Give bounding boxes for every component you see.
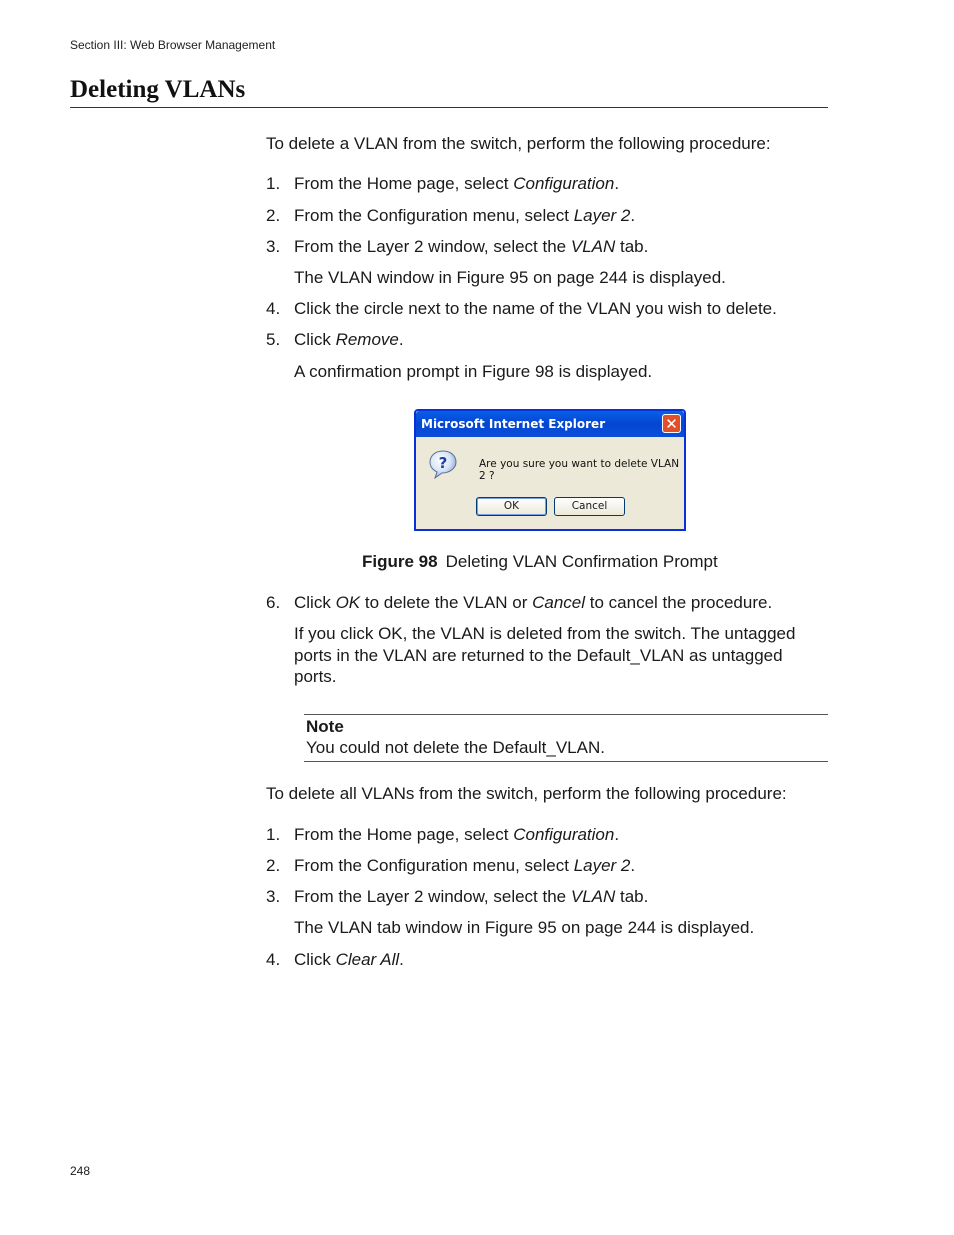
step-b1: 1. From the Home page, select Configuration. — [266, 825, 620, 844]
step-b3: 3. From the Layer 2 window, select the VLAN tab. — [266, 887, 649, 906]
step-b2: 2. From the Configuration menu, select Layer 2. — [266, 856, 636, 875]
step-1: 1. From the Home page, select Configuration. — [266, 174, 620, 193]
page-header: Section III: Web Browser Management — [70, 38, 276, 52]
ok-button[interactable]: OK — [476, 497, 547, 516]
page-number: 248 — [70, 1164, 91, 1178]
step-6: 6. Click OK to delete the VLAN or Cancel to cancel the procedure. — [266, 593, 773, 612]
intro-paragraph-2: To delete all VLANs from the switch, perform the following procedure: — [266, 784, 787, 803]
question-icon — [428, 449, 458, 479]
step-5: 5. Click Remove. — [266, 330, 404, 349]
close-icon[interactable]: ✕ — [662, 414, 681, 433]
step-5-result: A confirmation prompt in Figure 98 is displayed. — [294, 362, 653, 381]
step-b3-result: The VLAN tab window in Figure 95 on page 244 is displayed. — [294, 918, 755, 937]
note-text: You could not delete the Default_VLAN. — [306, 738, 605, 757]
step-3-result: The VLAN window in Figure 95 on page 244 is displayed. — [294, 268, 726, 287]
section-title: Deleting VLANs — [70, 76, 828, 108]
note-title: Note — [306, 717, 344, 736]
dialog-message: Are you sure you want to delete VLAN 2 ? — [479, 458, 680, 482]
step-b4: 4. Click Clear All. — [266, 950, 404, 969]
dialog-titlebar — [416, 411, 684, 437]
cancel-button[interactable]: Cancel — [554, 497, 625, 516]
intro-paragraph: To delete a VLAN from the switch, perform the following procedure: — [266, 134, 771, 153]
svg-text:?: ? — [438, 454, 448, 472]
figure-caption: Figure 98 Deleting VLAN Confirmation Prompt — [362, 552, 718, 571]
step-4: 4. Click the circle next to the name of the VLAN you wish to delete. — [266, 299, 777, 318]
step-3: 3. From the Layer 2 window, select the VLAN tab. — [266, 237, 649, 256]
note-box — [304, 714, 828, 762]
step-2: 2. From the Configuration menu, select Layer 2. — [266, 206, 636, 225]
dialog-title: Microsoft Internet Explorer — [421, 417, 606, 431]
step-6-result: If you click OK, the VLAN is deleted from the switch. The untagged ports in the VLAN are returned to the Default_VLAN as untagged ports. — [294, 624, 796, 686]
confirmation-dialog — [414, 409, 686, 531]
